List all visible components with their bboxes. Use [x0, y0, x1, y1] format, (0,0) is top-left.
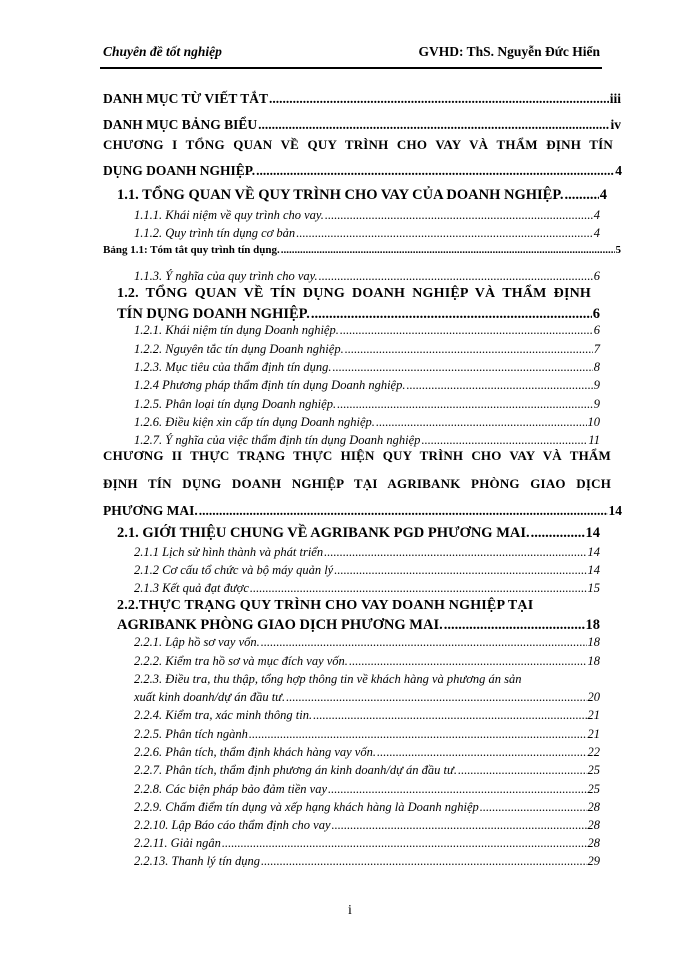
toc-entry-page: 18 — [585, 617, 600, 633]
toc-leader — [480, 800, 587, 815]
toc-entry[interactable] — [134, 635, 600, 650]
toc-leader — [250, 581, 587, 596]
toc-entry[interactable] — [103, 117, 621, 133]
toc-entry-page: 4 — [615, 163, 622, 178]
toc-leader — [376, 415, 587, 430]
toc-entry[interactable] — [134, 433, 600, 448]
toc-entry[interactable] — [134, 782, 600, 797]
toc-entry[interactable] — [134, 397, 600, 412]
toc-entry[interactable] — [117, 617, 600, 634]
toc-entry[interactable] — [134, 415, 600, 430]
toc-entry[interactable] — [134, 342, 600, 357]
toc-entry[interactable] — [134, 545, 600, 560]
toc-entry-title: 1.2.4 Phương pháp thẩm định tín dụng Doanh nghiệp. — [134, 378, 406, 392]
toc-entry-title: 2.1.1 Lịch sử hình thành và phát triển — [134, 545, 324, 559]
toc-entry-page: iv — [610, 117, 621, 132]
toc-entry[interactable] — [134, 581, 600, 596]
toc-entry-title: 2.1.3 Kết quả đạt được — [134, 581, 249, 595]
toc-entry-title: 1.2.6. Điều kiện xin cấp tín dụng Doanh nghiệp. — [134, 415, 375, 429]
toc-entry-page: 14 — [585, 525, 600, 541]
toc-entry-page: 10 — [587, 415, 600, 429]
toc-leader — [249, 727, 587, 742]
toc-entry[interactable] — [134, 836, 600, 851]
toc-leader — [311, 306, 592, 323]
toc-entry-page: 14 — [587, 563, 600, 577]
toc-entry-page: 28 — [587, 836, 600, 850]
toc-entry-title: Bảng 1.1: Tóm tắt quy trình tín dụng. — [103, 244, 280, 256]
toc-entry[interactable] — [103, 503, 622, 519]
toc-entry-title: 2.2.1. Lập hồ sơ vay vốn. — [134, 635, 260, 649]
toc-entry[interactable] — [134, 654, 600, 669]
toc-leader — [531, 525, 585, 542]
toc-entry-title: DANH MỤC TỪ VIẾT TẮT — [103, 91, 269, 106]
toc-entry[interactable] — [134, 226, 600, 241]
toc-leader — [421, 433, 587, 448]
toc-entry[interactable] — [103, 163, 622, 179]
toc-leader — [334, 563, 586, 578]
toc-entry-page: 15 — [587, 581, 600, 595]
toc-entry-title: 2.2.5. Phân tích ngành — [134, 727, 248, 741]
toc-entry-page: 8 — [593, 360, 600, 374]
toc-entry-page: 9 — [593, 397, 600, 411]
toc-leader — [340, 323, 593, 338]
toc-entry-title: 2.2.13. Thanh lý tín dụng — [134, 854, 261, 868]
toc-leader — [286, 690, 586, 705]
toc-entry-title: 1.2.1. Khái niệm tín dụng Doanh nghiệp. — [134, 323, 339, 337]
toc-entry[interactable] — [134, 690, 600, 705]
toc-entry[interactable] — [134, 269, 600, 284]
toc-entry-title: AGRIBANK PHÒNG GIAO DỊCH PHƯƠNG MAI. — [117, 617, 443, 633]
toc-entry[interactable] — [103, 91, 621, 107]
toc-entry-title: DỤNG DOANH NGHIỆP. — [103, 163, 256, 178]
toc-entry-title: DANH MỤC BẢNG BIỂU — [103, 117, 258, 132]
toc-entry[interactable] — [134, 708, 600, 723]
toc-entry-title: 1.1. TỔNG QUAN VỀ QUY TRÌNH CHO VAY CỦA DOANH NGHIỆP. — [117, 187, 564, 203]
toc-entry[interactable] — [134, 563, 600, 578]
toc-leader — [324, 545, 586, 560]
toc-entry-title: 2.2.7. Phân tích, thẩm định phương án kinh doanh/dự án đầu tư. — [134, 763, 457, 777]
toc-entry[interactable] — [134, 854, 600, 869]
toc-leader — [281, 244, 615, 256]
toc-entry[interactable] — [134, 323, 600, 338]
toc-entry-title: 2.2.4. Kiểm tra, xác minh thông tin. — [134, 708, 313, 722]
toc-entry-page: 22 — [587, 745, 600, 759]
toc-entry-title: 2.2.8. Các biện pháp bảo đảm tiền vay — [134, 782, 328, 796]
toc-entry-line: 2.2.3. Điều tra, thu thập, tổng hợp thông tin về khách hàng và phương án sản — [134, 672, 522, 686]
header-advisor: GVHD: ThS. Nguyễn Đức Hiển — [418, 44, 600, 59]
toc-entry[interactable] — [117, 306, 600, 323]
toc-entry-title: 1.1.1. Khái niệm về quy trình cho vay. — [134, 208, 324, 222]
toc-entry-page: 4 — [593, 226, 600, 240]
toc-leader — [377, 745, 587, 760]
toc-entry-page: 29 — [587, 854, 600, 868]
toc-entry-title: 2.2.11. Giải ngân — [134, 836, 221, 850]
toc-entry[interactable] — [134, 800, 600, 815]
toc-entry-page: 6 — [593, 269, 600, 283]
toc-leader — [296, 226, 593, 241]
toc-leader — [406, 378, 592, 393]
toc-entry-page: 21 — [587, 727, 600, 741]
toc-entry-page: 25 — [587, 782, 600, 796]
toc-leader — [222, 836, 587, 851]
toc-leader — [337, 397, 593, 412]
toc-entry[interactable] — [134, 208, 600, 223]
toc-entry-title: 1.1.3. Ý nghĩa của quy trình cho vay. — [134, 269, 318, 283]
toc-entry[interactable] — [117, 525, 600, 542]
toc-leader — [313, 708, 586, 723]
toc-entry-title: 2.1. GIỚI THIỆU CHUNG VỀ AGRIBANK PGD PHƯƠNG MAI. — [117, 525, 530, 541]
toc-leader — [458, 763, 587, 778]
toc-leader — [256, 163, 614, 179]
section-heading-line: 2.2.THỰC TRẠNG QUY TRÌNH CHO VAY DOANH NGHIỆP TẠI — [117, 598, 534, 613]
toc-entry-page: 21 — [587, 708, 600, 722]
toc-entry-title: 1.2.7. Ý nghĩa của việc thẩm định tín dụng Doanh nghiệp — [134, 433, 421, 447]
toc-entry-page: 9 — [593, 378, 600, 392]
chapter-heading-line: CHƯƠNG II THỰC TRẠNG THỰC HIỆN QUY TRÌNH CHO VAY VÀ THẨM — [103, 448, 611, 463]
toc-entry-page: 5 — [615, 244, 621, 256]
toc-entry-page: 28 — [587, 818, 600, 832]
toc-leader — [328, 782, 586, 797]
toc-entry-page: 25 — [587, 763, 600, 777]
toc-entry-title: TÍN DỤNG DOANH NGHIỆP. — [117, 306, 310, 322]
toc-leader — [261, 854, 586, 869]
toc-entry[interactable] — [134, 727, 600, 742]
toc-entry-page: 18 — [587, 654, 600, 668]
toc-entry-title: 2.2.9. Chấm điểm tín dụng và xếp hạng khách hàng là Doanh nghiệp — [134, 800, 479, 814]
toc-entry-page: 14 — [608, 503, 622, 518]
toc-leader — [345, 342, 593, 357]
toc-leader — [349, 654, 587, 669]
toc-leader — [319, 269, 593, 284]
toc-entry[interactable] — [134, 818, 600, 833]
chapter-heading-line: ĐỊNH TÍN DỤNG DOANH NGHIỆP TẠI AGRIBANK PHÒNG GIAO DỊCH — [103, 476, 611, 491]
toc-entry-title: 1.2.5. Phân loại tín dụng Doanh nghiệp. — [134, 397, 337, 411]
toc-entry-page: 6 — [592, 306, 600, 322]
toc-entry[interactable] — [134, 763, 600, 778]
toc-entry-page: 14 — [587, 545, 600, 559]
toc-leader — [199, 503, 608, 519]
toc-entry-page: 4 — [593, 208, 600, 222]
toc-leader — [261, 635, 587, 650]
toc-entry[interactable] — [134, 745, 600, 760]
toc-entry[interactable] — [103, 244, 621, 256]
chapter-heading-line: CHƯƠNG I TỔNG QUAN VỀ QUY TRÌNH CHO VAY VÀ THẨM ĐỊNH TÍN — [103, 137, 613, 152]
toc-entry-title: xuất kinh doanh/dự án đầu tư. — [134, 690, 286, 704]
page-number: i — [348, 903, 352, 918]
toc-entry[interactable] — [134, 360, 600, 375]
toc-entry-page: 11 — [588, 433, 600, 447]
toc-leader — [258, 117, 609, 133]
header-title: Chuyên đề tốt nghiệp — [103, 44, 222, 59]
toc-entry-title: PHƯƠNG MAI. — [103, 503, 198, 518]
toc-leader — [332, 818, 587, 833]
toc-entry-title: 2.1.2 Cơ cấu tổ chức và bộ máy quản lý — [134, 563, 334, 577]
toc-entry-page: 6 — [593, 323, 600, 337]
toc-entry-title: 2.2.2. Kiểm tra hồ sơ và mục đích vay vốn. — [134, 654, 348, 668]
toc-entry[interactable] — [117, 187, 607, 204]
toc-entry-title: 1.2.3. Mục tiêu của thẩm định tín dụng. — [134, 360, 332, 374]
toc-entry[interactable] — [134, 378, 600, 393]
toc-leader — [325, 208, 593, 223]
toc-leader — [269, 91, 609, 107]
toc-entry-page: 28 — [587, 800, 600, 814]
section-heading-line: 1.2. TỔNG QUAN VỀ TÍN DỤNG DOANH NGHIỆP VÀ THẨM ĐỊNH — [117, 286, 591, 301]
toc-entry-page: 18 — [587, 635, 600, 649]
toc-leader — [565, 187, 599, 204]
toc-entry-title: 1.2.2. Nguyên tắc tín dụng Doanh nghiệp. — [134, 342, 344, 356]
toc-entry-page: iii — [609, 91, 621, 106]
toc-entry-title: 2.2.10. Lập Báo cáo thẩm định cho vay — [134, 818, 331, 832]
toc-entry-title: 1.1.2. Quy trình tín dụng cơ bản — [134, 226, 296, 240]
toc-entry-title: 2.2.6. Phân tích, thẩm định khách hàng vay vốn. — [134, 745, 376, 759]
toc-leader — [333, 360, 593, 375]
toc-entry-page: 7 — [593, 342, 600, 356]
toc-leader — [444, 617, 585, 634]
toc-entry-page: 4 — [599, 187, 607, 203]
toc-entry-page: 20 — [587, 690, 600, 704]
